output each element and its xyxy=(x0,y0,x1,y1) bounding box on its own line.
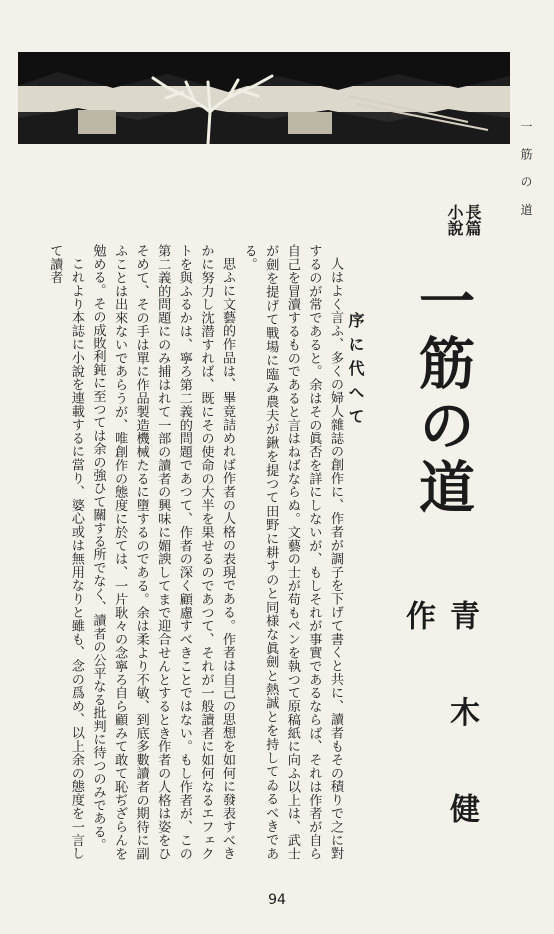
preface-heading: 序に代へて xyxy=(346,312,365,432)
header-illustration xyxy=(18,52,510,144)
body-paragraph: これより本誌に小說を連載するに當り、婆心或は無用なりと雖も、念の爲め、以上余の態度を一言して讀者 xyxy=(47,244,84,860)
tree-landscape-illustration xyxy=(18,52,510,144)
running-header: 一 筋 の 道 xyxy=(519,120,533,222)
body-paragraph: 思ふに文藝的作品は、畢竟詰めれば作者の人格の表現である。作者は自己の思想を如何に發表すべきかに努力し沈潜すれば、既にその使命の大半を果せるのであつて、それが一般讀者に如何なるエフェクトを與ふるかは、寧ろ第二義的問題であつて、作者の深く顧慮すべきことではない。もし作者が、この第二義的問題にのみ捕はれて一部の讀者の興味に媚諛してまで迎合せんとするとき作者の人格は姿をひそめて、その手は單に作品製造機械たるに墮するのである。余は柔より不敏、到底多數讀者の期待に副ふことは出來ないであらうが、唯創作の態度に於ては、一片耿々の念寧ろ自ら顧みて敢て恥ぢざらんを勉める。その成敗利鈍に至つては余の強ひて關する所でなく、讀者の公平なる批判に待つのみである。 xyxy=(90,244,236,860)
body-text xyxy=(14,244,346,860)
genre-label-line-2: 小說 xyxy=(445,204,464,236)
genre-label-line-1: 長篇 xyxy=(463,204,482,236)
page-number: 94 xyxy=(268,892,286,908)
page-title: 一筋の道 xyxy=(410,272,476,520)
body-paragraph: 人はよく言ふ、多くの婦人雜誌の創作に、作者が調子を下げて書くと共に、讀者もその積りで之に對するのが常であると。余はその眞否を詳にしないが、もしそれが事實であるならば、それは作者が自ら自己を冒瀆するものであると言はねばならぬ。文藝の士が苟もペンを執つて原稿紙に向ふ以上は、武士が劍を提げて戰場に臨み農夫が鍬を提つて田野に耕すのと同様な眞劍と熱誠とを持してゐるべきである。 xyxy=(241,244,343,860)
author-name: 青 木 健 作 xyxy=(400,600,479,851)
genre-label xyxy=(445,204,481,236)
